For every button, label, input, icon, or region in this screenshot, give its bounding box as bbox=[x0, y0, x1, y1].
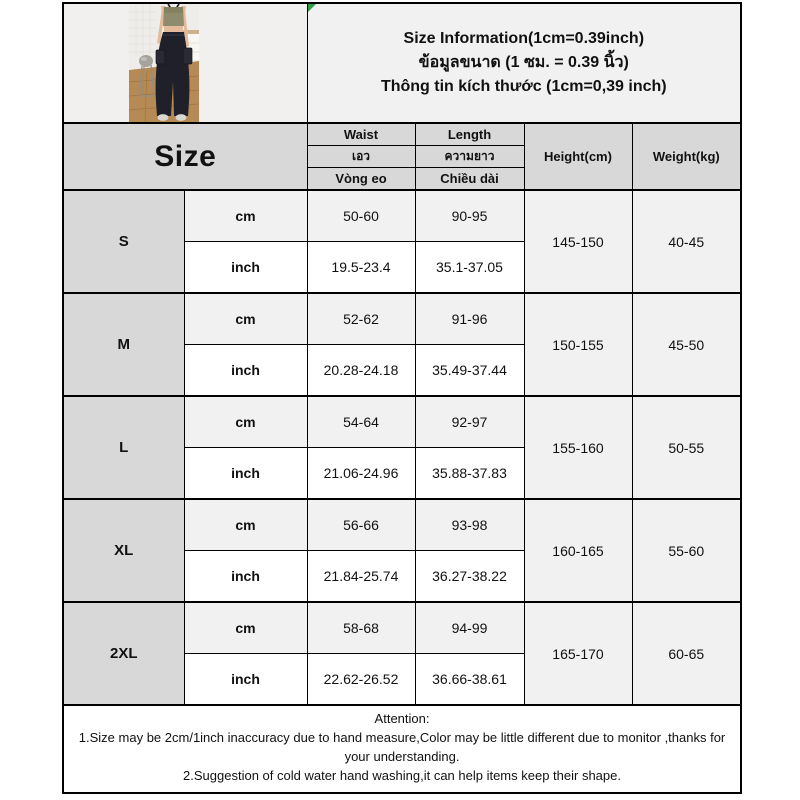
table-row bbox=[63, 499, 741, 550]
size-label-s: S bbox=[63, 190, 184, 293]
size-label-2xl: 2XL bbox=[63, 602, 184, 705]
table-row bbox=[63, 396, 741, 447]
waist-inch-value: 22.62-26.52 bbox=[307, 653, 415, 705]
height-value: 145-150 bbox=[524, 190, 632, 293]
length-header-vi: Chiều dài bbox=[415, 167, 524, 190]
weight-value: 60-65 bbox=[632, 602, 741, 705]
cell-comment-marker-icon bbox=[308, 4, 316, 12]
unit-inch-label: inch bbox=[184, 550, 307, 602]
product-photo bbox=[129, 4, 199, 122]
size-info-title-cell bbox=[307, 3, 741, 123]
waist-header-vi: Vòng eo bbox=[307, 167, 415, 190]
length-inch-value: 36.66-38.61 bbox=[415, 653, 524, 705]
waist-header-th: เอว bbox=[307, 145, 415, 167]
length-inch-value: 35.49-37.44 bbox=[415, 344, 524, 396]
attention-line-1: 1.Size may be 2cm/1inch inaccuracy due to hand measure,Color may be little different due to monitor ,thanks for your understanding. bbox=[78, 730, 726, 764]
waist-cm-value: 58-68 bbox=[307, 602, 415, 653]
length-inch-value: 35.1-37.05 bbox=[415, 241, 524, 293]
height-value: 155-160 bbox=[524, 396, 632, 499]
weight-value: 55-60 bbox=[632, 499, 741, 602]
waist-cm-value: 56-66 bbox=[307, 499, 415, 550]
length-cm-value: 92-97 bbox=[415, 396, 524, 447]
waist-cm-value: 52-62 bbox=[307, 293, 415, 344]
unit-cm-label: cm bbox=[184, 396, 307, 447]
unit-cm-label: cm bbox=[184, 293, 307, 344]
length-cm-value: 94-99 bbox=[415, 602, 524, 653]
weight-value: 50-55 bbox=[632, 396, 741, 499]
table-row bbox=[63, 190, 741, 241]
length-inch-value: 36.27-38.22 bbox=[415, 550, 524, 602]
size-label-l: L bbox=[63, 396, 184, 499]
unit-inch-label: inch bbox=[184, 653, 307, 705]
product-photo-cell bbox=[63, 3, 307, 123]
unit-inch-label: inch bbox=[184, 241, 307, 293]
table-row bbox=[63, 602, 741, 653]
length-inch-value: 35.88-37.83 bbox=[415, 447, 524, 499]
height-header: Height(cm) bbox=[524, 123, 632, 190]
unit-inch-label: inch bbox=[184, 447, 307, 499]
weight-value: 45-50 bbox=[632, 293, 741, 396]
unit-cm-label: cm bbox=[184, 499, 307, 550]
unit-cm-label: cm bbox=[184, 190, 307, 241]
height-value: 160-165 bbox=[524, 499, 632, 602]
attention-line-2: 2.Suggestion of cold water hand washing,it can help items keep their shape. bbox=[183, 768, 621, 783]
height-value: 150-155 bbox=[524, 293, 632, 396]
length-cm-value: 90-95 bbox=[415, 190, 524, 241]
height-value: 165-170 bbox=[524, 602, 632, 705]
length-header-en: Length bbox=[415, 123, 524, 145]
weight-header: Weight(kg) bbox=[632, 123, 741, 190]
waist-inch-value: 21.84-25.74 bbox=[307, 550, 415, 602]
weight-value: 40-45 bbox=[632, 190, 741, 293]
length-cm-value: 91-96 bbox=[415, 293, 524, 344]
waist-inch-value: 20.28-24.18 bbox=[307, 344, 415, 396]
waist-cm-value: 54-64 bbox=[307, 396, 415, 447]
waist-inch-value: 19.5-23.4 bbox=[307, 241, 415, 293]
unit-inch-label: inch bbox=[184, 344, 307, 396]
waist-inch-value: 21.06-24.96 bbox=[307, 447, 415, 499]
waist-cm-value: 50-60 bbox=[307, 190, 415, 241]
size-label-xl: XL bbox=[63, 499, 184, 602]
size-label-m: M bbox=[63, 293, 184, 396]
size-info-title-vi: Thông tin kích thước (1cm=0,39 inch) bbox=[380, 78, 667, 95]
size-info-title-en: Size Information(1cm=0.39inch) bbox=[403, 30, 645, 47]
size-column-header: Size bbox=[63, 123, 307, 190]
length-header-th: ความยาว bbox=[415, 145, 524, 167]
size-chart-table bbox=[62, 2, 742, 794]
attention-title: Attention: bbox=[374, 711, 430, 726]
length-cm-value: 93-98 bbox=[415, 499, 524, 550]
table-row bbox=[63, 293, 741, 344]
waist-header-en: Waist bbox=[307, 123, 415, 145]
size-info-title-th: ข้อมูลขนาด (1 ซม. = 0.39 นิ้ว) bbox=[418, 54, 629, 71]
attention-note-cell bbox=[63, 705, 741, 793]
unit-cm-label: cm bbox=[184, 602, 307, 653]
